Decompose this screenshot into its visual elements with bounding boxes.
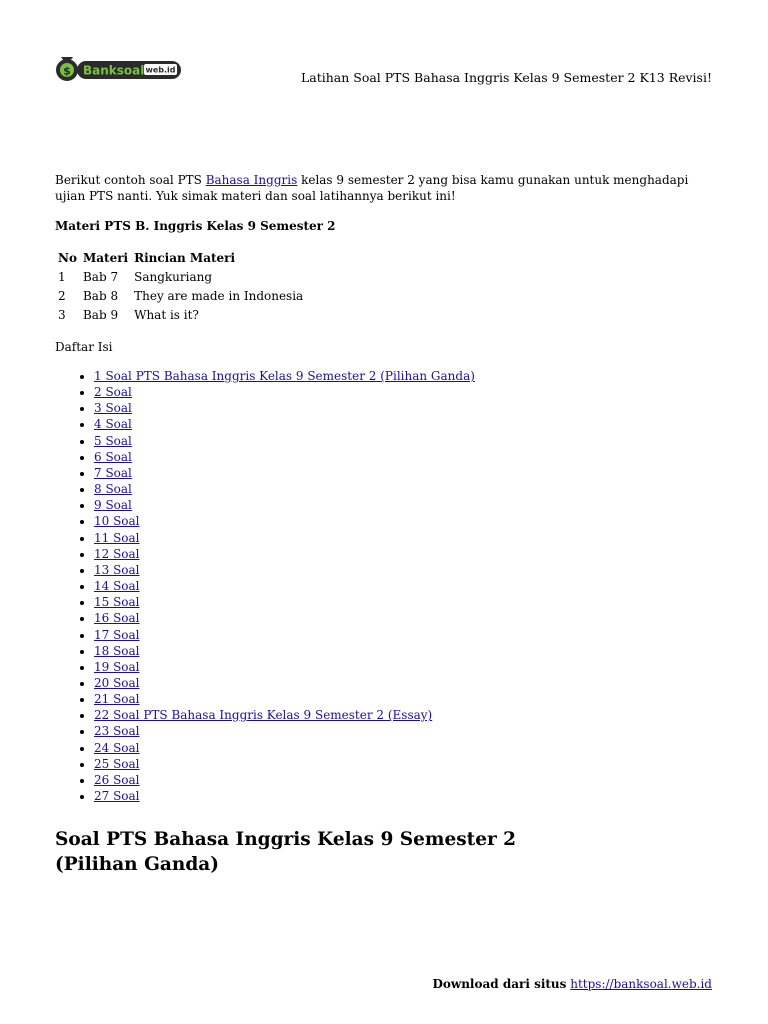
toc-item	[94, 481, 475, 497]
materi-table	[55, 249, 306, 324]
toc-link[interactable]: 5 Soal	[94, 433, 132, 448]
table-cell: 3	[58, 307, 66, 322]
toc-item	[94, 740, 475, 756]
toc-link[interactable]: 21 Soal	[94, 692, 140, 707]
table-cell: 2	[58, 288, 66, 303]
svg-text:$: $	[63, 64, 71, 78]
toc-item	[94, 578, 475, 594]
footer-label: Download dari situs	[432, 977, 567, 991]
table-cell: Bab 9	[82, 307, 119, 322]
toc-item	[94, 643, 475, 659]
toc-link[interactable]: 17 Soal	[94, 627, 140, 642]
intro-text-before: Berikut contoh soal PTS	[55, 173, 206, 187]
toc-link[interactable]: 15 Soal	[94, 595, 140, 610]
table-cell: What is it?	[134, 307, 199, 322]
toc-item	[94, 546, 475, 562]
section-heading-line2: (Pilihan Ganda)	[55, 853, 219, 875]
footer	[432, 977, 712, 991]
toc-item	[94, 675, 475, 691]
toc-item	[94, 772, 475, 788]
toc-item	[94, 594, 475, 610]
toc-item	[94, 530, 475, 546]
table-cell: 1	[58, 269, 66, 284]
toc-item	[94, 627, 475, 643]
toc-link[interactable]: 26 Soal	[94, 772, 140, 787]
column-header-materi: Materi	[82, 251, 129, 265]
footer-site-link[interactable]: https://banksoal.web.id	[570, 977, 712, 991]
toc-link[interactable]: 20 Soal	[94, 675, 140, 690]
toc-item	[94, 723, 475, 739]
table-cell: Bab 7	[82, 269, 119, 284]
toc-link[interactable]: 3 Soal	[94, 401, 132, 416]
table-cell: Bab 8	[82, 288, 119, 303]
toc-link[interactable]: 7 Soal	[94, 465, 132, 480]
column-header-no: No	[58, 251, 77, 265]
toc-link[interactable]: 1 Soal PTS Bahasa Inggris Kelas 9 Semester 2 (Pilihan Ganda)	[94, 369, 475, 383]
toc-link[interactable]: 4 Soal	[94, 417, 132, 432]
toc-label: Daftar Isi	[55, 340, 113, 354]
toc-link[interactable]: 25 Soal	[94, 756, 140, 771]
toc-link[interactable]: 24 Soal	[94, 740, 140, 755]
table-cell: Sangkuriang	[134, 269, 213, 284]
toc-link[interactable]: 14 Soal	[94, 579, 140, 594]
table-row	[55, 305, 306, 324]
materi-title: Materi PTS B. Inggris Kelas 9 Semester 2	[55, 219, 336, 233]
toc-item	[94, 756, 475, 772]
toc-item	[94, 433, 475, 449]
bahasa-inggris-link[interactable]: Bahasa Inggris	[205, 173, 298, 187]
toc-item	[94, 659, 475, 675]
table-header-row	[55, 249, 306, 267]
toc-item	[94, 465, 475, 481]
toc-item	[94, 449, 475, 465]
money-bag-icon	[56, 57, 78, 81]
table-row	[55, 286, 306, 305]
intro-paragraph	[55, 173, 715, 204]
toc-link[interactable]: 10 Soal	[94, 514, 140, 529]
toc-link[interactable]: 8 Soal	[94, 482, 132, 497]
table-cell: They are made in Indonesia	[134, 288, 304, 303]
toc-item	[94, 513, 475, 529]
toc-item	[94, 707, 475, 723]
toc-link[interactable]: 6 Soal	[94, 449, 132, 464]
toc-link[interactable]: 23 Soal	[94, 724, 140, 739]
toc-item	[94, 497, 475, 513]
toc-item	[94, 400, 475, 416]
toc-item	[94, 788, 475, 804]
svg-text:Banksoal: Banksoal	[83, 63, 145, 78]
toc-item	[94, 416, 475, 432]
toc-link[interactable]: 12 Soal	[94, 546, 140, 561]
toc-link[interactable]: 19 Soal	[94, 659, 140, 674]
toc-link[interactable]: 16 Soal	[94, 611, 140, 626]
document-title: Latihan Soal PTS Bahasa Inggris Kelas 9 Semester 2 K13 Revisi!	[300, 70, 712, 85]
toc-link[interactable]: 22 Soal PTS Bahasa Inggris Kelas 9 Semester 2 (Essay)	[94, 708, 433, 723]
toc-link[interactable]: 9 Soal	[94, 498, 132, 513]
section-heading	[55, 828, 555, 877]
toc-item	[94, 384, 475, 400]
intro-text-after: kelas 9 semester 2 yang bisa kamu gunakan untuk menghadapi ujian PTS nanti. Yuk simak materi dan soal latihannya berikut ini!	[55, 173, 689, 203]
column-header-rincian: Rincian Materi	[134, 251, 236, 265]
banksoal-logo[interactable]	[55, 53, 183, 83]
toc-item	[94, 691, 475, 707]
toc-link[interactable]: 2 Soal	[94, 385, 132, 400]
table-row	[55, 267, 306, 286]
svg-text:web.id: web.id	[145, 65, 176, 75]
table-of-contents	[55, 368, 475, 804]
toc-link[interactable]: 27 Soal	[94, 789, 140, 804]
toc-link[interactable]: 11 Soal	[94, 530, 140, 545]
toc-item	[94, 368, 475, 384]
section-heading-line1: Soal PTS Bahasa Inggris Kelas 9 Semester 2	[55, 829, 517, 850]
toc-link[interactable]: 18 Soal	[94, 643, 140, 658]
toc-link[interactable]: 13 Soal	[94, 562, 140, 577]
toc-item	[94, 562, 475, 578]
toc-item	[94, 610, 475, 626]
